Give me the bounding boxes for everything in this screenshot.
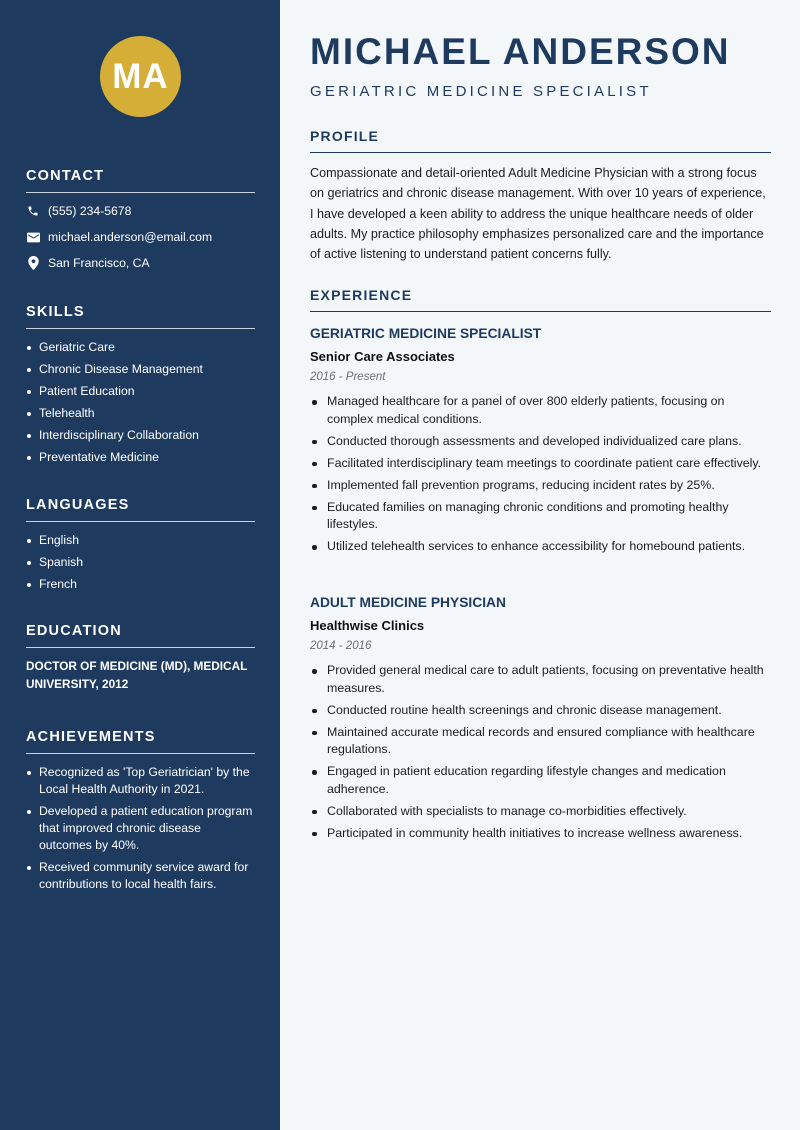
list-item: Facilitated interdisciplinary team meetings to coordinate patient care effectively. <box>310 455 771 473</box>
list-item: Interdisciplinary Collaboration <box>26 427 255 444</box>
contact-email <box>26 227 255 247</box>
job-entry-2 <box>310 595 771 847</box>
list-item: Chronic Disease Management <box>26 361 255 378</box>
email-icon <box>26 230 40 244</box>
list-item: French <box>26 576 255 593</box>
job-dates: 2016 - Present <box>310 371 386 383</box>
list-item: Developed a patient education program that improved chronic disease outcomes by 40%. <box>26 803 255 854</box>
list-item: Received community service award for contributions to local health fairs. <box>26 859 255 893</box>
contact-section <box>26 168 255 273</box>
location-pin-icon <box>26 256 40 270</box>
contact-phone <box>26 201 255 221</box>
achievements-title: ACHIEVEMENTS <box>26 729 255 754</box>
experience-title: EXPERIENCE <box>310 287 771 312</box>
job-bullets <box>310 393 771 556</box>
skills-list <box>26 339 255 466</box>
achievements-section <box>26 729 255 898</box>
list-item: English <box>26 532 255 549</box>
job-company: Senior Care Associates <box>310 349 455 364</box>
skills-title: SKILLS <box>26 304 255 329</box>
contact-location <box>26 253 255 273</box>
job-title: GERIATRIC MEDICINE SPECIALIST <box>310 326 542 341</box>
list-item: Participated in community health initiatives to increase wellness awareness. <box>310 825 771 843</box>
skills-section <box>26 304 255 471</box>
list-item: Educated families on managing chronic conditions and promoting healthy lifestyles. <box>310 499 771 534</box>
avatar: MA <box>100 36 181 117</box>
languages-title: LANGUAGES <box>26 497 255 522</box>
list-item: Geriatric Care <box>26 339 255 356</box>
contact-phone-text: (555) 234-5678 <box>48 204 132 218</box>
candidate-name: MICHAEL ANDERSON <box>310 31 731 72</box>
list-item: Utilized telehealth services to enhance accessibility for homebound patients. <box>310 538 771 556</box>
phone-icon <box>26 204 40 218</box>
list-item: Collaborated with specialists to manage co-morbidities effectively. <box>310 803 771 821</box>
job-bullets <box>310 662 771 842</box>
contact-email-text: michael.anderson@email.com <box>48 230 213 244</box>
list-item: Maintained accurate medical records and ensured compliance with healthcare regulations. <box>310 724 771 759</box>
education-degree: DOCTOR OF MEDICINE (MD), MEDICAL UNIVERSITY, 2012 <box>26 659 248 691</box>
list-item: Conducted routine health screenings and chronic disease management. <box>310 702 771 720</box>
job-dates: 2014 - 2016 <box>310 640 372 652</box>
job-title: ADULT MEDICINE PHYSICIAN <box>310 595 506 610</box>
contact-title: CONTACT <box>26 168 255 193</box>
list-item: Engaged in patient education regarding lifestyle changes and medication adherence. <box>310 763 771 798</box>
list-item: Implemented fall prevention programs, reducing incident rates by 25%. <box>310 477 771 495</box>
education-section <box>26 623 255 693</box>
candidate-role: GERIATRIC MEDICINE SPECIALIST <box>310 83 652 100</box>
list-item: Recognized as 'Top Geriatrician' by the Local Health Authority in 2021. <box>26 764 255 798</box>
list-item: Managed healthcare for a panel of over 800 elderly patients, focusing on complex medical conditions. <box>310 393 771 428</box>
contact-location-text: San Francisco, CA <box>48 256 150 270</box>
languages-section <box>26 497 255 598</box>
languages-list <box>26 532 255 593</box>
job-entry-1 <box>310 326 771 560</box>
achievements-list <box>26 764 255 893</box>
list-item: Provided general medical care to adult patients, focusing on preventative health measures. <box>310 662 771 697</box>
profile-text: Compassionate and detail-oriented Adult Medicine Physician with a strong focus on geriatrics and chronic disease management. With over 10 years of experience, I have developed a keen ability to address the unique healthcare needs of older adults. My practice philosophy emphasizes personalized care and the importance of active listening to understand patient concerns fully. <box>310 166 766 262</box>
list-item: Preventative Medicine <box>26 449 255 466</box>
job-company: Healthwise Clinics <box>310 618 425 633</box>
list-item: Telehealth <box>26 405 255 422</box>
list-item: Spanish <box>26 554 255 571</box>
list-item: Patient Education <box>26 383 255 400</box>
education-title: EDUCATION <box>26 623 255 648</box>
profile-title: PROFILE <box>310 128 771 153</box>
list-item: Conducted thorough assessments and developed individualized care plans. <box>310 433 771 451</box>
sidebar <box>0 0 280 1130</box>
